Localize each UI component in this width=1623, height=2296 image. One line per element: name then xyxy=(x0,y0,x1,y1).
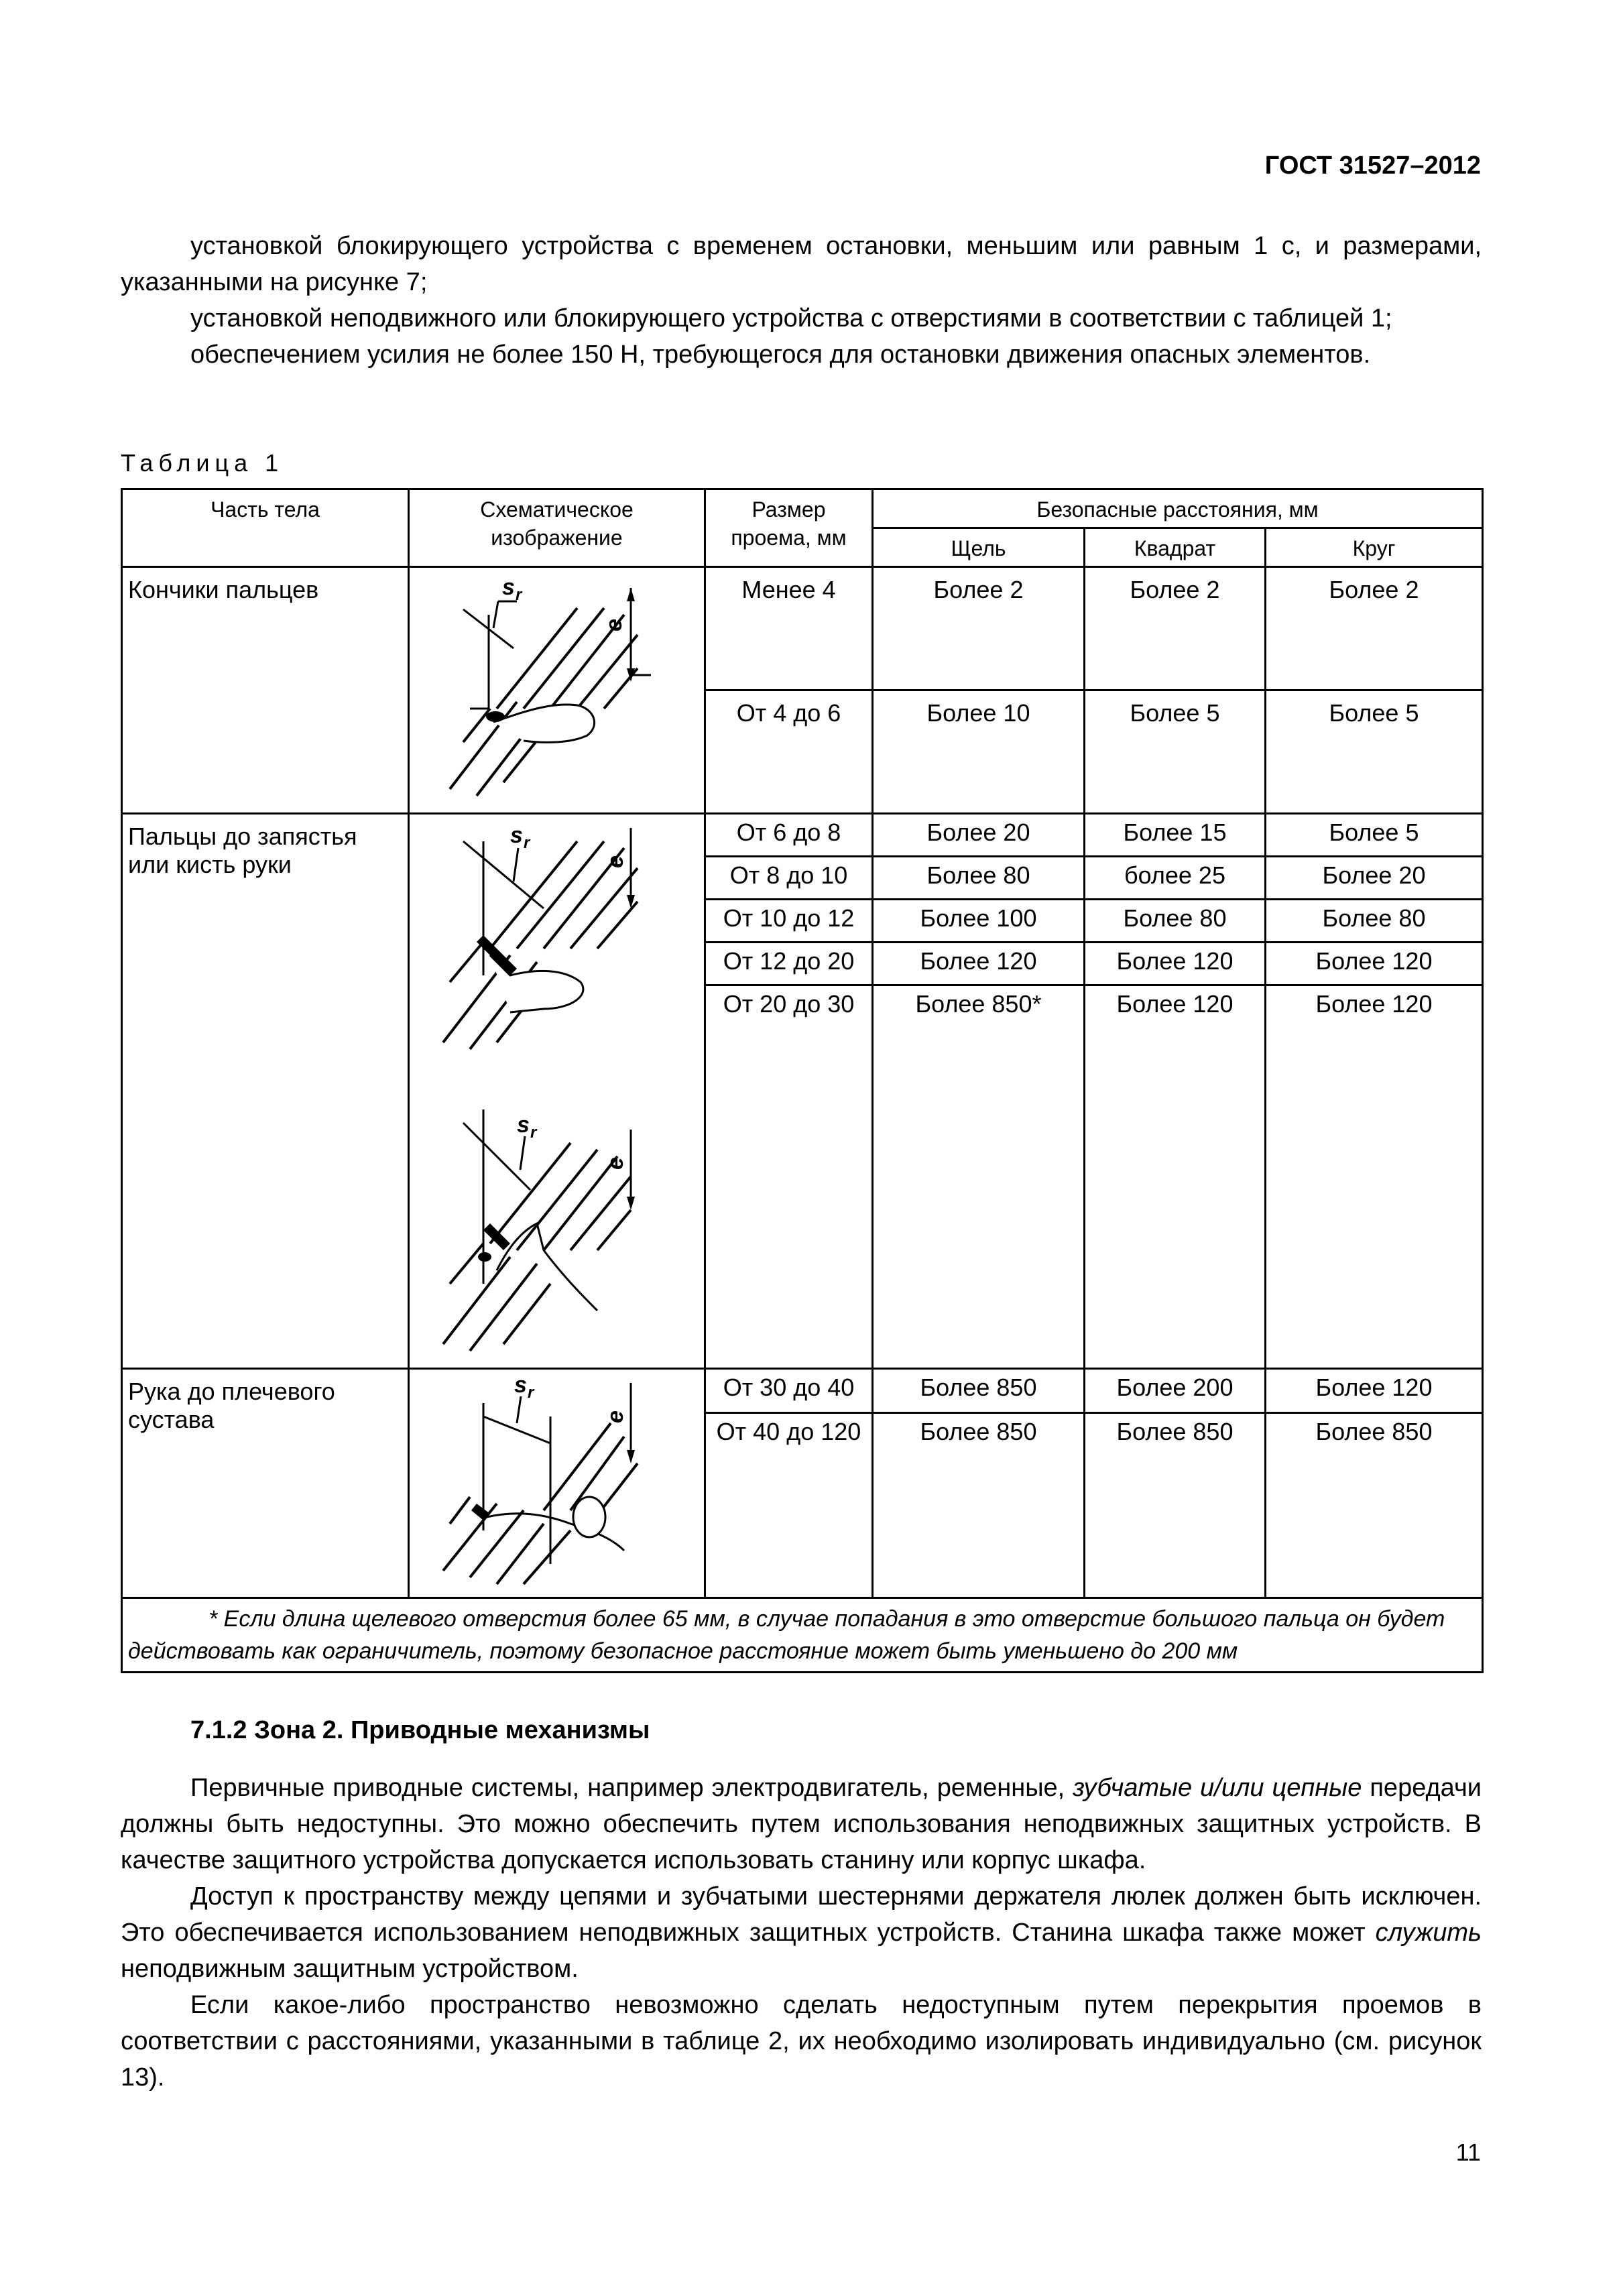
slot-cell: Более 20 xyxy=(873,814,1085,857)
circle-cell: Более 2 xyxy=(1266,567,1483,690)
e-label: e xyxy=(603,1157,628,1170)
intro-line: обеспечением усилия не более 150 Н, требующегося для остановки движения опасных элементов. xyxy=(190,341,1371,369)
header-slot: Щель xyxy=(873,528,1085,567)
section-paragraph: Если какое-либо пространство невозможно сделать недоступным путем перекрытия проемов в соответствии с расстояниями, указанными в таблице 2, их необходимо изолировать индивидуально (см. рисунок 13). xyxy=(121,1991,1482,2092)
slot-cell: Более 850* xyxy=(873,985,1085,1369)
e-label: e xyxy=(601,619,627,631)
schematic-fingertips xyxy=(409,567,705,814)
sr-subscript: r xyxy=(528,1384,534,1402)
opening-cell: От 4 до 6 xyxy=(705,690,873,814)
sr-subscript: r xyxy=(516,586,522,604)
e-label: e xyxy=(603,855,628,868)
section-text xyxy=(121,1770,1482,2096)
opening-cell: От 6 до 8 xyxy=(705,814,873,857)
body-part-fingers: Пальцы до запястья или кисть руки xyxy=(122,814,409,1369)
header-body-part: Часть тела xyxy=(122,489,409,567)
square-cell: Более 120 xyxy=(1085,985,1266,1369)
opening-cell: Менее 4 xyxy=(705,567,873,690)
opening-cell: От 30 до 40 xyxy=(705,1369,873,1413)
circle-cell: Более 120 xyxy=(1266,1369,1483,1413)
footnote-text: * Если длина щелевого отверстия более 65 мм, в случае попадания в это отверстие большого пальца он будет действовать как ограничитель, поэтому безопасное расстояние может быть уменьшено до 200 мм xyxy=(128,1606,1445,1664)
circle-cell: Более 80 xyxy=(1266,900,1483,943)
intro-text xyxy=(121,228,1482,373)
slot-cell: Более 850 xyxy=(873,1412,1085,1597)
square-cell: Более 5 xyxy=(1085,690,1266,814)
circle-cell: Более 5 xyxy=(1266,690,1483,814)
header-safe-distances: Безопасные расстояния, мм xyxy=(873,489,1483,528)
circle-cell: Более 20 xyxy=(1266,857,1483,900)
safety-distance-table xyxy=(121,488,1484,1673)
circle-cell: Более 120 xyxy=(1266,985,1483,1369)
header-circle: Круг xyxy=(1266,528,1483,567)
slot-cell: Более 100 xyxy=(873,900,1085,943)
intro-line: установкой блокирующего устройства с временем остановки, меньшим или равным 1 с, и размерами, указанными на рисунке 7; xyxy=(121,232,1482,296)
sr-label: s xyxy=(517,1112,530,1138)
circle-cell: Более 850 xyxy=(1266,1412,1483,1597)
arm-diagram xyxy=(410,1370,702,1591)
square-cell: Более 2 xyxy=(1085,567,1266,690)
fingertip-diagram xyxy=(410,568,702,806)
e-label: e xyxy=(603,1410,628,1423)
slot-cell: Более 2 xyxy=(873,567,1085,690)
square-cell: Более 120 xyxy=(1085,943,1266,985)
opening-cell: От 40 до 120 xyxy=(705,1412,873,1597)
slot-cell: Более 80 xyxy=(873,857,1085,900)
circle-cell: Более 5 xyxy=(1266,814,1483,857)
sr-subscript: r xyxy=(530,1124,537,1142)
sr-label: s xyxy=(502,575,515,600)
body-part-arm: Рука до плечевого сустава xyxy=(122,1369,409,1598)
standard-number: ГОСТ 31527–2012 xyxy=(1264,152,1481,180)
header-schematic: Схематическое изображение xyxy=(409,489,705,567)
square-cell: более 25 xyxy=(1085,857,1266,900)
square-cell: Более 80 xyxy=(1085,900,1266,943)
schematic-arm xyxy=(409,1369,705,1598)
sr-subscript: r xyxy=(524,834,530,852)
opening-cell: От 20 до 30 xyxy=(705,985,873,1369)
header-opening: Размер проема, мм xyxy=(705,489,873,567)
slot-cell: Более 850 xyxy=(873,1369,1085,1413)
sr-label: s xyxy=(514,1372,527,1398)
opening-cell: От 10 до 12 xyxy=(705,900,873,943)
finger-hand-diagram xyxy=(410,814,702,1362)
slot-cell: Более 10 xyxy=(873,690,1085,814)
square-cell: Более 850 xyxy=(1085,1412,1266,1597)
sr-label: s xyxy=(510,823,523,848)
page-number: 11 xyxy=(1455,2138,1481,2166)
header-square: Квадрат xyxy=(1085,528,1266,567)
schematic-fingers xyxy=(409,814,705,1369)
slot-cell: Более 120 xyxy=(873,943,1085,985)
body-part-fingertips: Кончики пальцев xyxy=(122,567,409,814)
section-paragraph: Первичные приводные системы, например электродвигатель, ременные, зубчатые и/или цепные передачи должны быть недоступны. Это можно обеспечить путем использования неподвижных защитных устройств. В качестве защитного устройства допускается использовать станину или корпус шкафа. xyxy=(121,1774,1482,1874)
square-cell: Более 200 xyxy=(1085,1369,1266,1413)
circle-cell: Более 120 xyxy=(1266,943,1483,985)
intro-line: установкой неподвижного или блокирующего устройства с отверстиями в соответствии с таблицей 1; xyxy=(190,304,1392,333)
table-caption: Таблица 1 xyxy=(121,449,284,477)
square-cell: Более 15 xyxy=(1085,814,1266,857)
section-paragraph: Доступ к пространству между цепями и зубчатыми шестернями держателя люлек должен быть исключен. Это обеспечивается использованием неподвижных защитных устройств. Станина шкафа также может служить неподвижным защитным устройством. xyxy=(121,1882,1482,1983)
opening-cell: От 12 до 20 xyxy=(705,943,873,985)
section-heading: 7.1.2 Зона 2. Приводные механизмы xyxy=(190,1716,650,1744)
table-footnote xyxy=(122,1598,1483,1673)
opening-cell: От 8 до 10 xyxy=(705,857,873,900)
